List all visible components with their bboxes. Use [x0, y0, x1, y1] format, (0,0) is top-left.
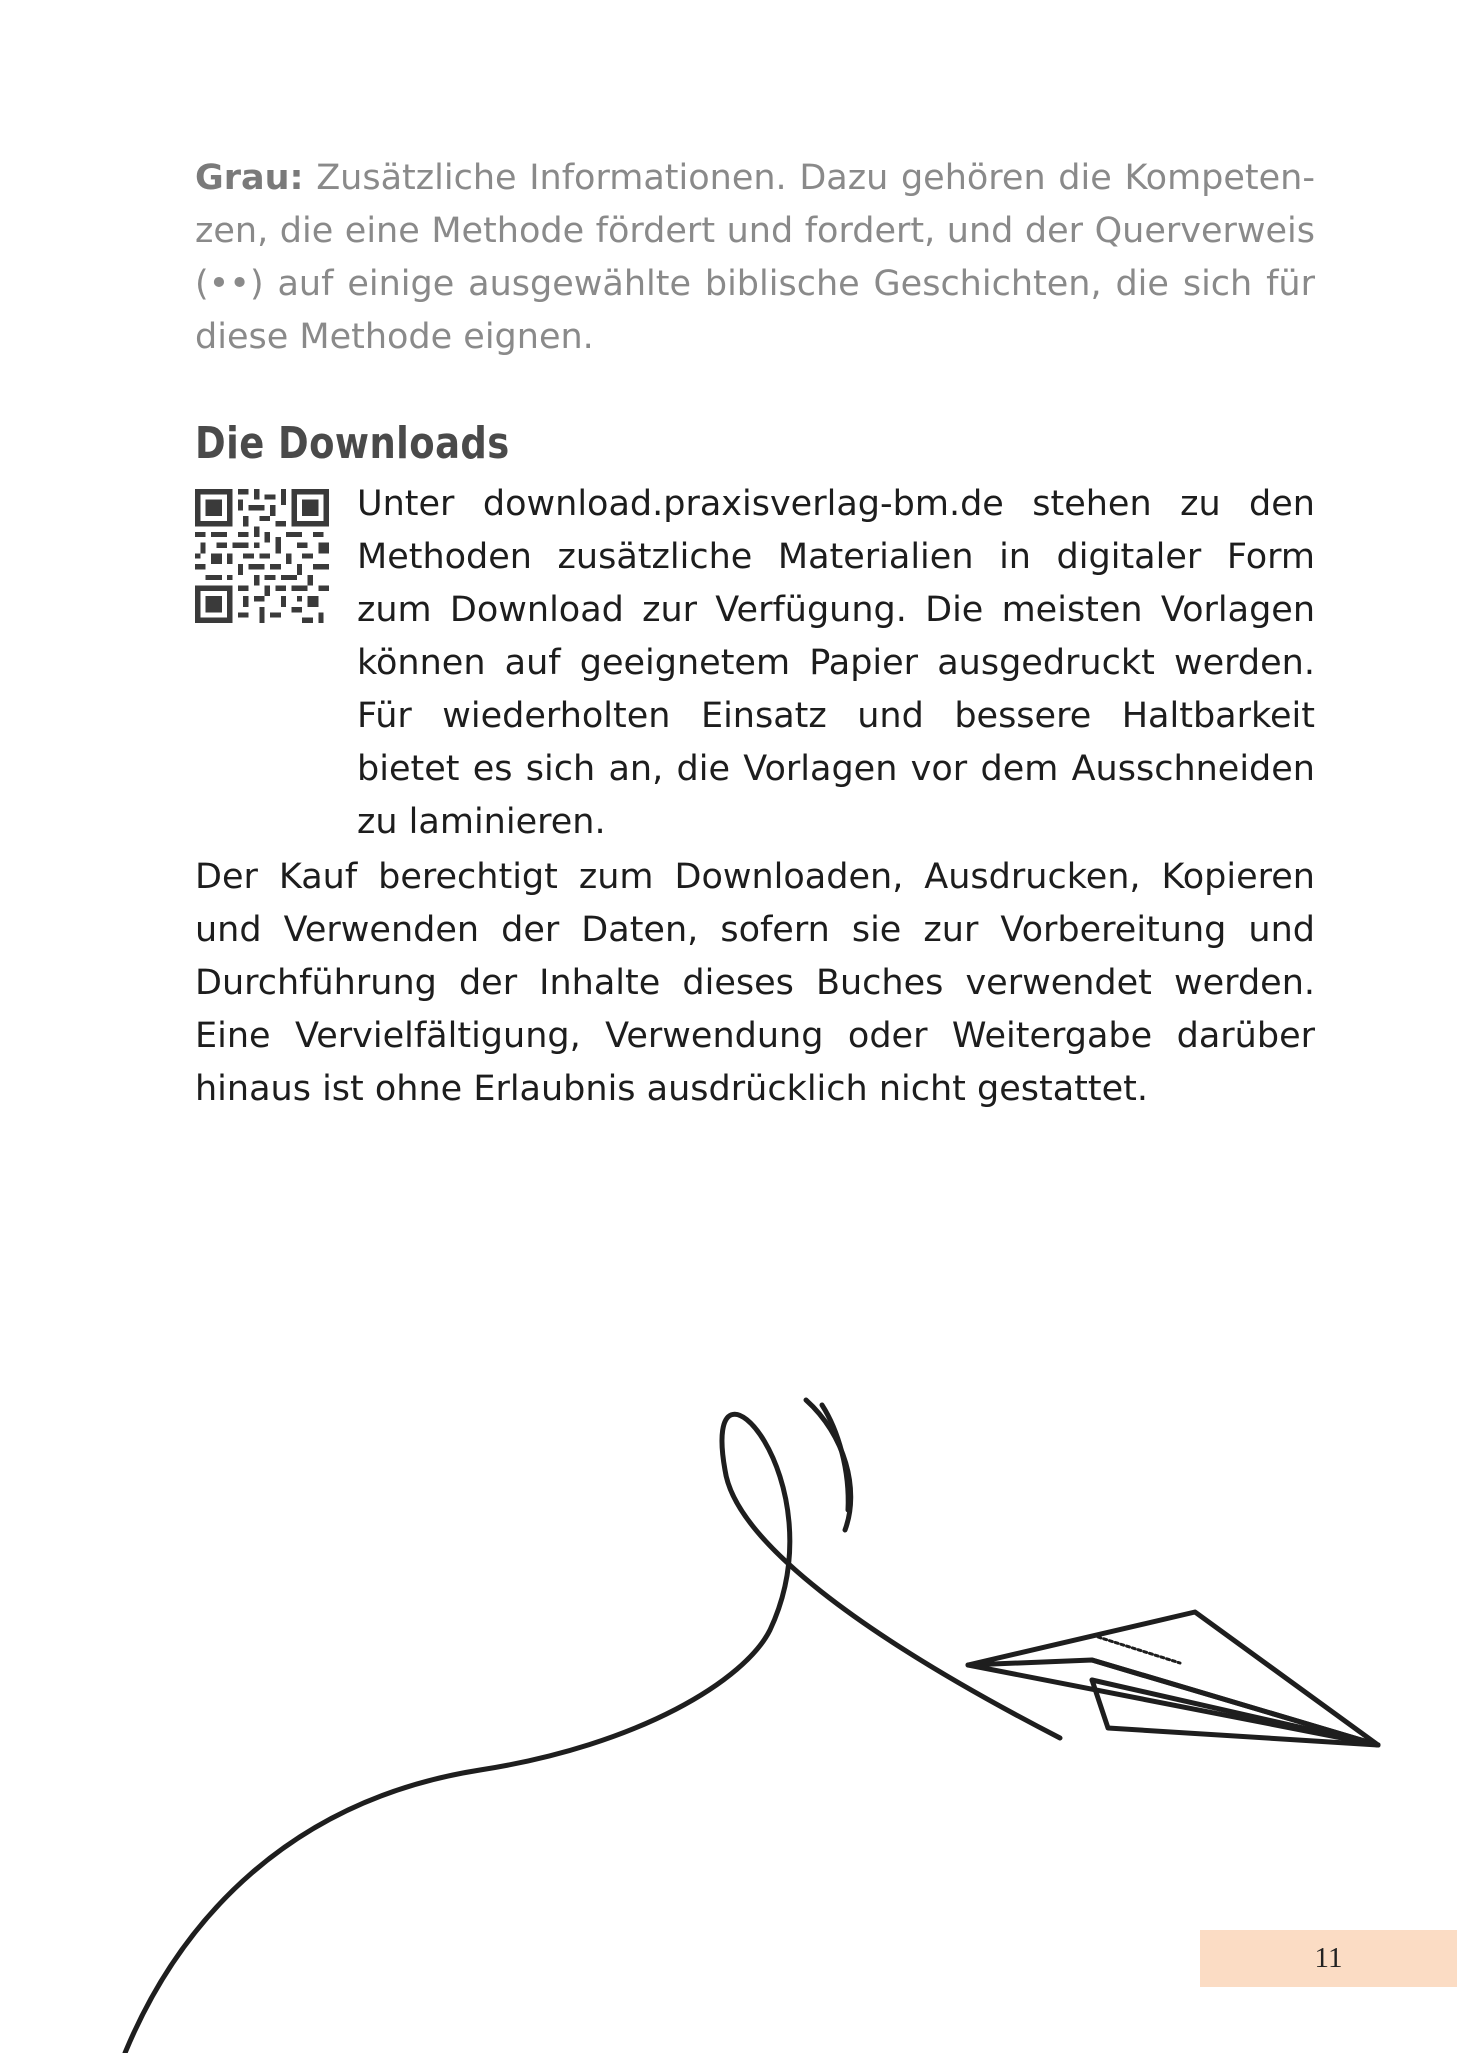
qr-code-icon[interactable] — [195, 489, 329, 623]
rights-paragraph: Der Kauf berechtigt zum Downloaden, Ausdrucken, Kopieren und Verwenden der Daten, sofern sie zur Vorbereitung und Durchführung der Inhalte dieses Buches verwendet werden. Eine Vervielfältigung, Verwendung oder Weitergabe darüber hinaus ist ohne Erlaubnis ausdrücklich nicht gestattet. — [195, 857, 1315, 1109]
plane-wing-top — [968, 1612, 1378, 1745]
page-number: 11 — [1314, 1942, 1343, 1974]
plane-fold — [1092, 1660, 1378, 1745]
plane-keel — [1092, 1680, 1378, 1745]
motion-arc — [822, 1405, 848, 1510]
downloads-paragraph: Unter download.praxisverlag-bm.de stehen zu den Methoden zusätzliche Materialien in digitaler Form zum Download zur Verfügung. Die meisten Vorlagen können auf geeignetem Papier ausgedruckt werden. Für wiederholten Einsatz und bessere Haltbarkeit bietet es sich an, die Vorlagen vor dem Ausschneiden zu laminieren. — [357, 484, 1315, 842]
flight-path-line — [125, 1414, 1060, 2053]
legend-grey-label: Grau: — [195, 158, 304, 198]
legend-grey-text: Zusätzliche Informationen. Dazu gehören die Kompetenzen, die eine Methode fördert und fordert, und der Querverweis (••) auf einige ausgewählte biblische Geschichten, die sich für diese Methode eignen. — [195, 158, 1315, 357]
page-number-box — [1200, 1930, 1457, 1987]
plane-crease — [1098, 1637, 1180, 1663]
motion-arc — [806, 1400, 851, 1530]
plane-wing-left — [968, 1660, 1378, 1745]
legend-grey-paragraph — [195, 152, 1315, 364]
plane-body — [1092, 1680, 1378, 1745]
downloads-heading: Die Downloads — [195, 418, 510, 469]
